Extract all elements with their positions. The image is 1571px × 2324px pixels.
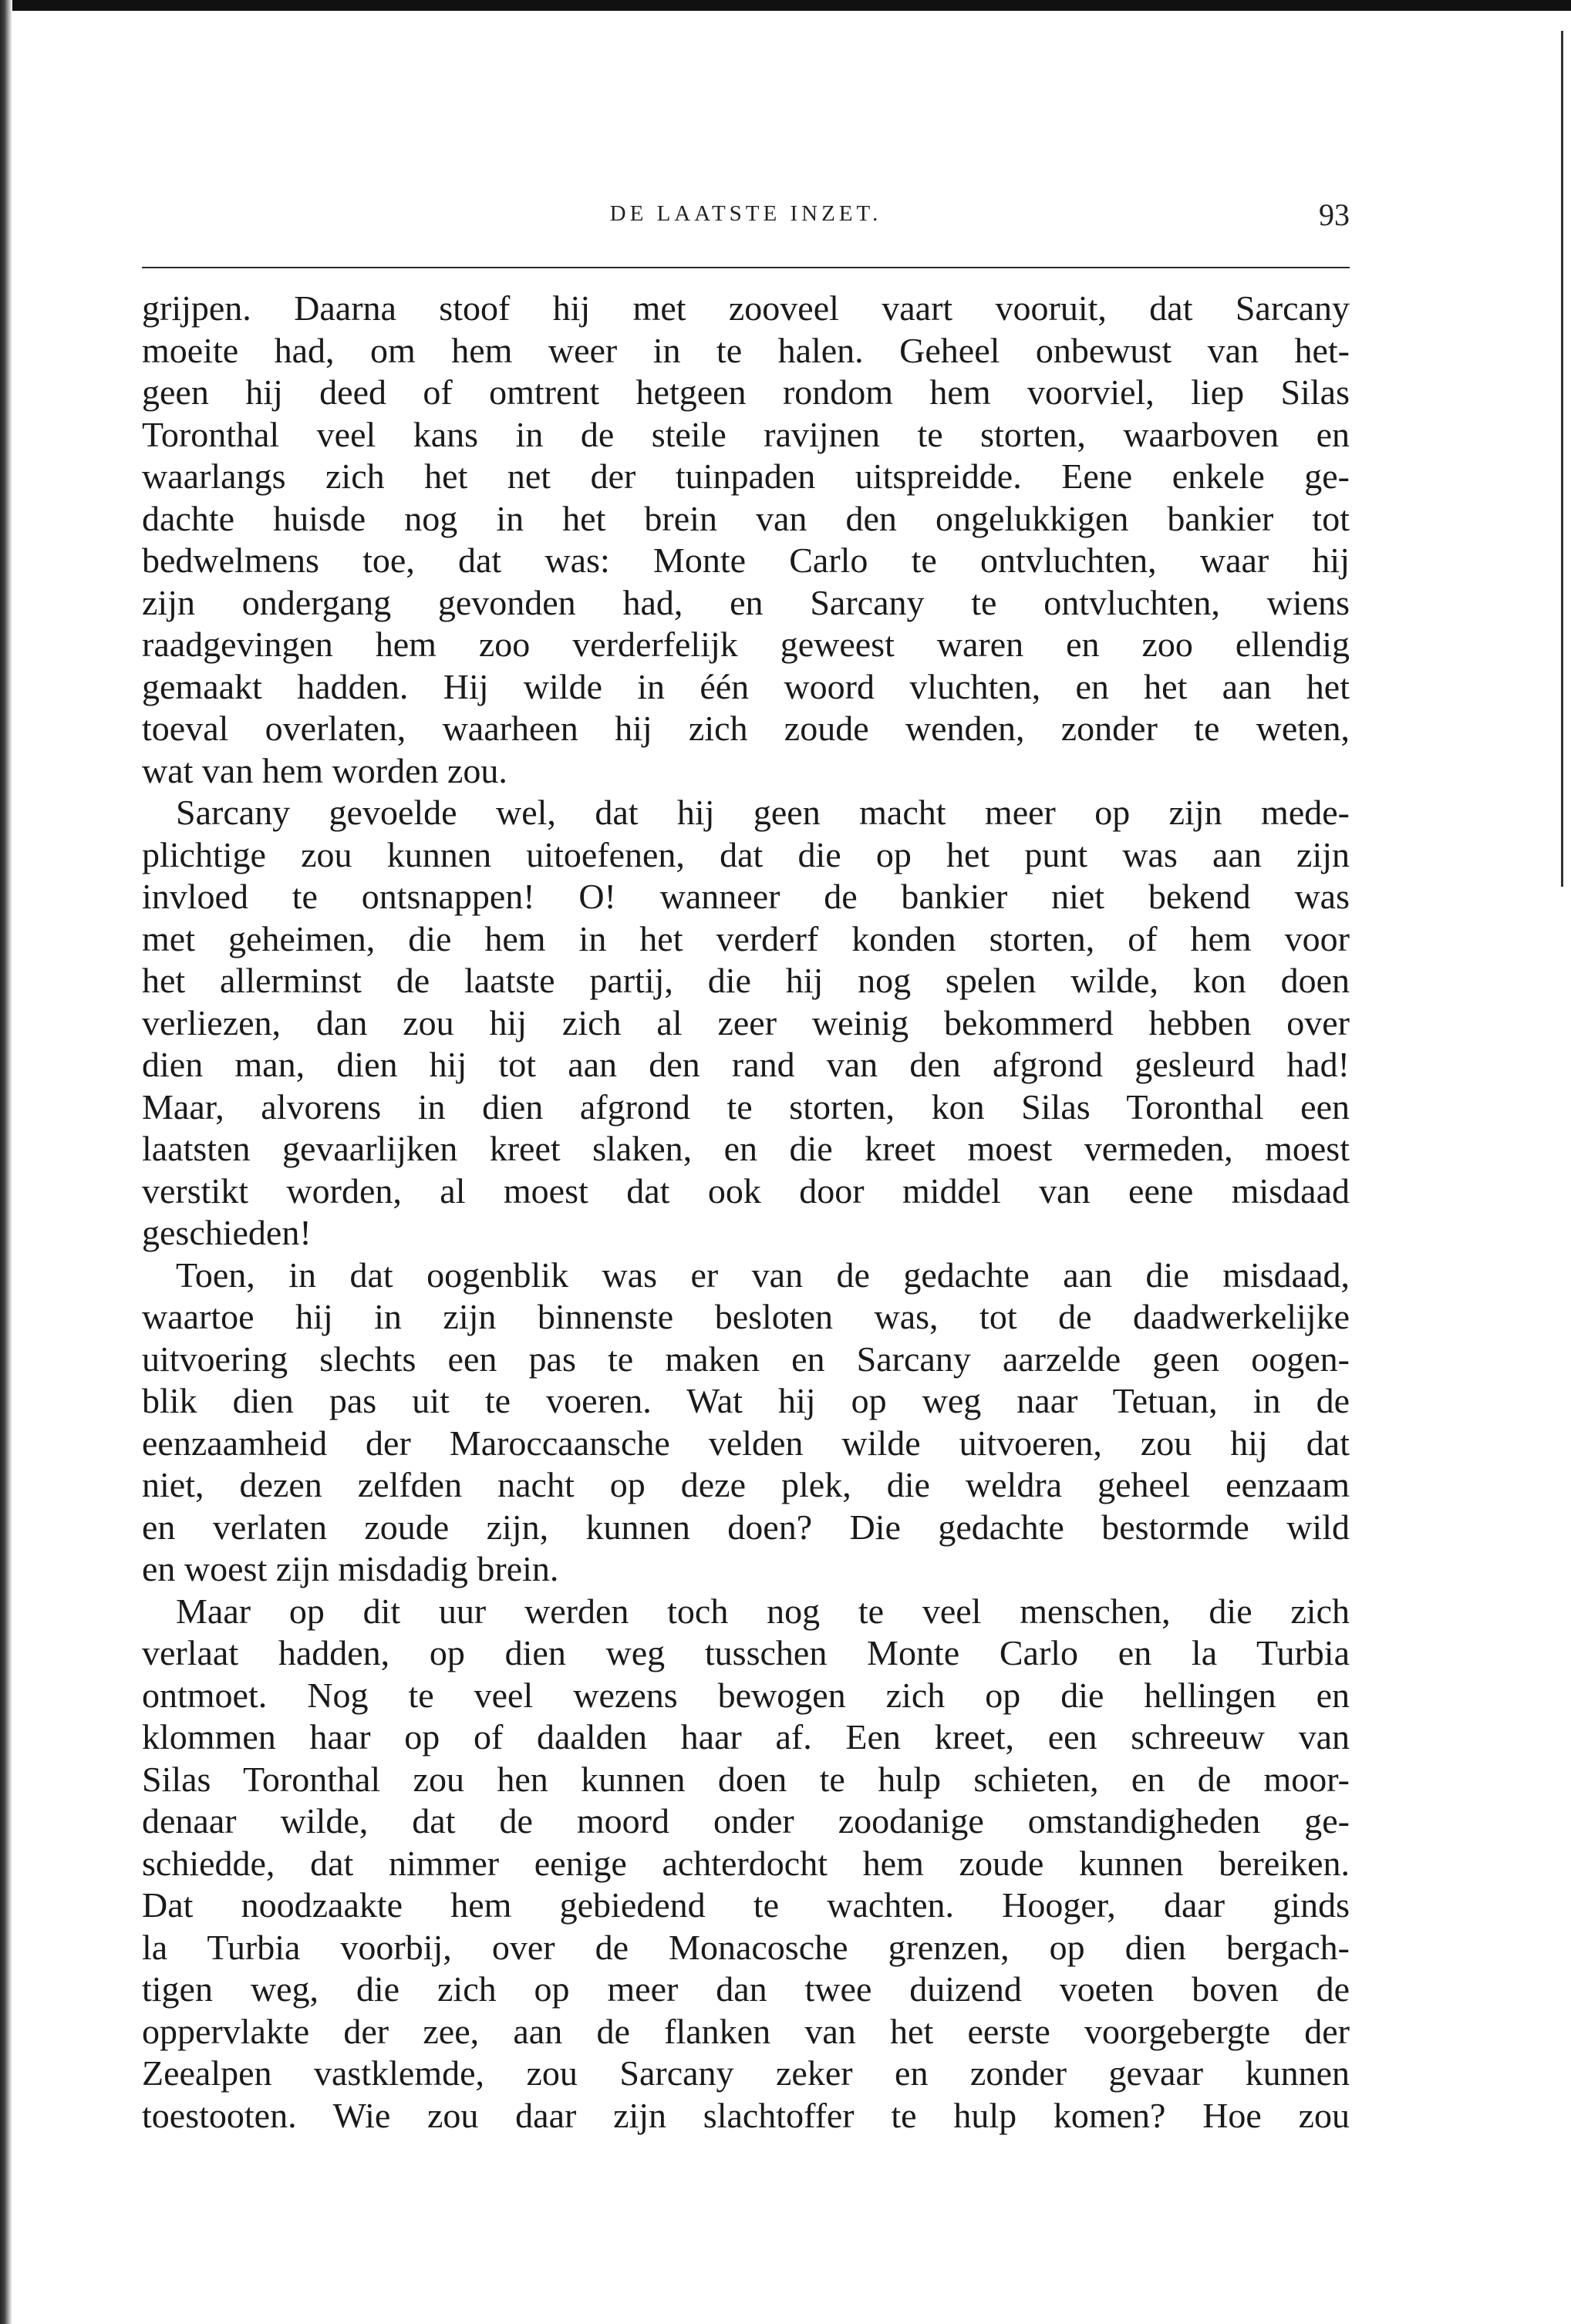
scan-edge-right bbox=[1561, 31, 1563, 887]
text-line: waarlangs zich het net der tuinpaden uitspreidde. Eene enkele ge- bbox=[142, 456, 1350, 496]
scan-edge-top bbox=[0, 0, 1571, 11]
text-line: waartoe hij in zijn binnenste besloten was, tot de daadwerkelijke bbox=[142, 1297, 1350, 1336]
running-title: DE LAATSTE INZET. bbox=[609, 201, 882, 226]
text-line: Silas Toronthal zou hen kunnen doen te hulp schieten, en de moor- bbox=[142, 1759, 1350, 1799]
text-line: la Turbia voorbij, over de Monacosche grenzen, op dien bergach- bbox=[142, 1927, 1350, 1967]
text-line: invloed te ontsnappen! O! wanneer de bankier niet bekend was bbox=[142, 877, 1350, 916]
text-line: schiedde, dat nimmer eenige achterdocht hem zoude kunnen bereiken. bbox=[142, 1843, 1350, 1883]
text-line: met geheimen, die hem in het verderf konden storten, of hem voor bbox=[142, 918, 1350, 958]
page-number: 93 bbox=[1319, 197, 1350, 232]
text-line: Maar op dit uur werden toch nog te veel menschen, die zich bbox=[176, 1591, 1350, 1631]
text-line: plichtige zou kunnen uitoefenen, dat die op het punt was aan zijn bbox=[142, 834, 1350, 874]
body-text bbox=[142, 288, 1350, 2137]
text-line: denaar wilde, dat de moord onder zoodanige omstandigheden ge- bbox=[142, 1801, 1350, 1841]
text-line: geschieden! bbox=[142, 1213, 312, 1252]
page-header bbox=[142, 197, 1350, 243]
text-line: Maar, alvorens in dien afgrond te storten, kon Silas Toronthal een bbox=[142, 1086, 1350, 1127]
text-line: Zeealpen vastklemde, zou Sarcany zeker en zonder gevaar kunnen bbox=[142, 2053, 1350, 2093]
text-line: uitvoering slechts een pas te maken en Sarcany aarzelde geen oogen- bbox=[142, 1339, 1350, 1379]
text-line: blik dien pas uit te voeren. Wat hij op weg naar Tetuan, in de bbox=[142, 1381, 1350, 1420]
text-line: klommen haar op of daalden haar af. Een kreet, een schreeuw van bbox=[142, 1717, 1350, 1756]
scan-edge-left bbox=[0, 0, 12, 2324]
text-line: verliezen, dan zou hij zich al zeer weinig bekommerd hebben over bbox=[142, 1002, 1350, 1042]
text-line: dachte huisde nog in het brein van den ongelukkigen bankier tot bbox=[142, 498, 1350, 538]
text-line: zijn ondergang gevonden had, en Sarcany te ontvluchten, wiens bbox=[142, 582, 1350, 622]
text-line: niet, dezen zelfden nacht op deze plek, die weldra geheel eenzaam bbox=[142, 1465, 1350, 1504]
text-line: laatsten gevaarlijken kreet slaken, en die kreet moest vermeden, moest bbox=[142, 1129, 1350, 1168]
text-line: het allerminst de laatste partij, die hij nog spelen wilde, kon doen bbox=[142, 961, 1350, 1000]
text-line: moeite had, om hem weer in te halen. Geheel onbewust van het- bbox=[142, 330, 1350, 370]
text-line: oppervlakte der zee, aan de flanken van het eerste voorgebergte der bbox=[142, 2011, 1350, 2051]
text-line: grijpen. Daarna stoof hij met zooveel vaart vooruit, dat Sarcany bbox=[142, 288, 1350, 328]
text-line: Sarcany gevoelde wel, dat hij geen macht meer op zijn mede- bbox=[176, 793, 1350, 832]
text-line: toeval overlaten, waarheen hij zich zoude wenden, zonder te weten, bbox=[142, 709, 1350, 748]
text-line: bedwelmens toe, dat was: Monte Carlo te ontvluchten, waar hij bbox=[142, 541, 1350, 580]
text-line: geen hij deed of omtrent hetgeen rondom hem voorviel, liep Silas bbox=[142, 372, 1350, 412]
text-line: Toen, in dat oogenblik was er van de gedachte aan die misdaad, bbox=[176, 1255, 1350, 1295]
text-line: eenzaamheid der Maroccaansche velden wilde uitvoeren, zou hij dat bbox=[142, 1423, 1350, 1463]
text-line: dien man, dien hij tot aan den rand van den afgrond gesleurd had! bbox=[142, 1045, 1350, 1084]
text-line: verlaat hadden, op dien weg tusschen Monte Carlo en la Turbia bbox=[142, 1633, 1350, 1672]
text-line: gemaakt hadden. Hij wilde in één woord vluchten, en het aan het bbox=[142, 666, 1350, 706]
text-line: Toronthal veel kans in de steile ravijnen te storten, waarboven en bbox=[142, 414, 1350, 454]
text-line: wat van hem worden zou. bbox=[142, 750, 507, 790]
header-rule bbox=[142, 267, 1350, 268]
text-line: en woest zijn misdadig brein. bbox=[142, 1549, 559, 1588]
text-line: en verlaten zoude zijn, kunnen doen? Die gedachte bestormde wild bbox=[142, 1507, 1350, 1547]
text-line: verstikt worden, al moest dat ook door middel van eene misdaad bbox=[142, 1170, 1350, 1211]
text-line: raadgevingen hem zoo verderfelijk geweest waren en zoo ellendig bbox=[142, 625, 1350, 664]
text-line: toestooten. Wie zou daar zijn slachtoffer te hulp komen? Hoe zou bbox=[142, 2095, 1350, 2135]
text-line: tigen weg, die zich op meer dan twee duizend voeten boven de bbox=[142, 1969, 1350, 2009]
text-line: ontmoet. Nog te veel wezens bewogen zich op die hellingen en bbox=[142, 1675, 1350, 1715]
text-line: Dat noodzaakte hem gebiedend te wachten. Hooger, daar ginds bbox=[142, 1885, 1350, 1925]
